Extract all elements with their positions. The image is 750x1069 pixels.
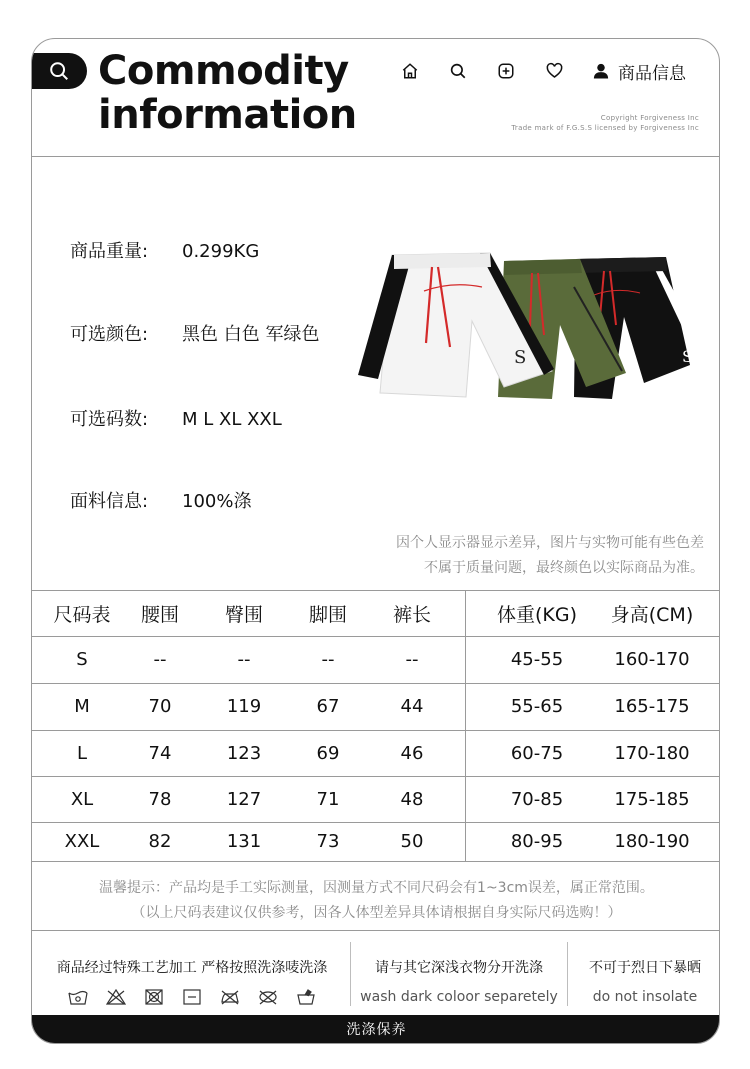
table-cell: XL [70,788,94,810]
table-header-row [32,590,720,636]
title-line-2: information [98,92,357,138]
table-cell: 70-85 [510,788,564,810]
care-text-2: 请与其它深浅衣物分开洗涤 [375,960,543,976]
table-row [32,822,720,861]
heart-icon [545,62,564,80]
footer-bar [32,1015,720,1043]
table-header-cell: 臀围 [224,603,263,626]
table-cell: 45-55 [510,649,564,670]
table-cell: 82 [148,831,172,852]
table-cell: 70 [148,696,172,717]
care-sub-3: do not insolate [592,989,698,1005]
top-nav [398,59,686,83]
table-header-cell: 体重(KG) [496,603,577,626]
favorite-button[interactable] [542,59,566,83]
table-cell: 55-65 [510,696,564,717]
no-bleach-icon [105,988,127,1006]
disclaimer-line-1: 因个人显示器显示差异，图片与实物可能有些色差 [396,535,704,551]
table-cell: L [76,742,88,764]
table-cell: S [76,649,88,670]
info-fabric [70,487,251,513]
home-button[interactable] [398,59,422,83]
table-cell: 74 [148,742,172,764]
fabric-value: 100%涤 [182,491,252,512]
table-cell: 175-185 [614,788,690,810]
table-cell: 78 [148,788,172,810]
table-cell: 80-95 [510,831,564,852]
table-header-cell: 身高(CM) [610,603,694,626]
info-color [70,320,319,346]
table-row [32,730,720,776]
copyright-line-1: Copyright Forgiveness Inc [600,114,699,122]
no-iron-icon [219,988,241,1006]
table-cell: 160-170 [614,649,690,670]
table-cell: -- [321,649,335,670]
table-cell: 67 [316,696,340,717]
table-header-cell: 腰围 [140,603,179,626]
home-icon [401,62,419,80]
table-cell: 46 [400,742,424,764]
search-icon [48,60,70,82]
table-cell: -- [405,649,419,670]
table-cell: 127 [226,788,262,810]
measurement-note-2: （以上尺码表建议仅供参考，因各人体型差异具体请根据自身实际尺码选购！） [131,905,622,921]
table-bottom-border [32,861,719,862]
table-cell: 44 [400,696,424,717]
svg-text:S: S [682,347,693,366]
table-header-cell: 尺码表 [53,603,111,626]
table-cell: 60-75 [510,742,564,764]
table-header-cell: 脚围 [308,603,347,626]
care-icons [38,988,346,1006]
color-label: 可选颜色: [70,324,149,345]
svg-text:S: S [514,347,527,368]
header-divider [32,156,719,157]
table-row [32,683,720,730]
table-cell: M [74,696,90,717]
care-sub-2: wash dark coloor separetely [360,989,558,1005]
table-row [32,636,720,683]
size-label: 可选码数: [70,409,149,430]
table-cell: 170-180 [614,742,690,764]
table-cell: 50 [400,831,424,852]
info-weight [70,237,259,263]
product-image [354,247,720,405]
table-cell: 123 [226,742,262,764]
table-cell: -- [237,649,251,670]
table-cell: 71 [316,788,340,810]
no-wring-icon [295,988,317,1006]
commodity-card [31,38,720,1044]
color-value: 黑色 白色 军绿色 [182,324,320,345]
table-cell: -- [153,649,167,670]
user-menu-label: 商品信息 [618,63,686,84]
plus-square-icon [497,62,515,80]
title-line-1: Commodity [98,48,349,94]
table-cell: XXL [64,831,100,852]
table-cell: 73 [316,831,340,852]
hand-wash-icon [67,988,89,1006]
copyright-text [511,113,699,133]
add-button[interactable] [494,59,518,83]
copyright-line-2: Trade mark of F.G.S.S licensed by Forgiveness Inc [511,124,699,132]
page-title [98,49,357,137]
care-divider-1 [350,942,351,1006]
table-cell: 69 [316,742,340,764]
weight-label: 商品重量: [70,241,149,262]
care-divider-2 [567,942,568,1006]
care-top-border [32,930,719,931]
flat-dry-icon [181,988,203,1006]
weight-value: 0.299KG [182,241,260,262]
table-header-cell: 裤长 [392,603,431,626]
user-icon [592,62,610,80]
table-column-divider [465,590,466,861]
info-size [70,405,282,431]
table-cell: 131 [226,831,262,852]
table-cell: 165-175 [614,696,690,717]
disclaimer-line-2: 不属于质量问题，最终颜色以实际商品为准。 [424,560,704,576]
table-row [32,776,720,822]
measurement-note-1: 温馨提示：产品均是手工实际测量，因测量方式不同尺码会有1~3cm误差，属正常范围。 [99,880,654,896]
no-dry-clean-icon [257,988,279,1006]
table-cell: 48 [400,788,424,810]
table-cell: 180-190 [614,831,690,852]
nav-search-button[interactable] [446,59,470,83]
search-icon [449,62,467,80]
no-tumble-dry-icon [143,988,165,1006]
size-value: M L XL XXL [182,409,282,430]
care-text-1: 商品经过特殊工艺加工 严格按照洗涤唛洗涤 [56,960,328,976]
care-text-3: 不可于烈日下暴晒 [589,960,701,976]
search-button[interactable] [31,53,87,89]
footer-label: 洗涤保养 [346,1022,407,1038]
table-cell: 119 [226,696,262,717]
user-menu[interactable] [592,59,686,84]
color-disclaimer [332,531,704,581]
fabric-label: 面料信息: [70,491,149,512]
